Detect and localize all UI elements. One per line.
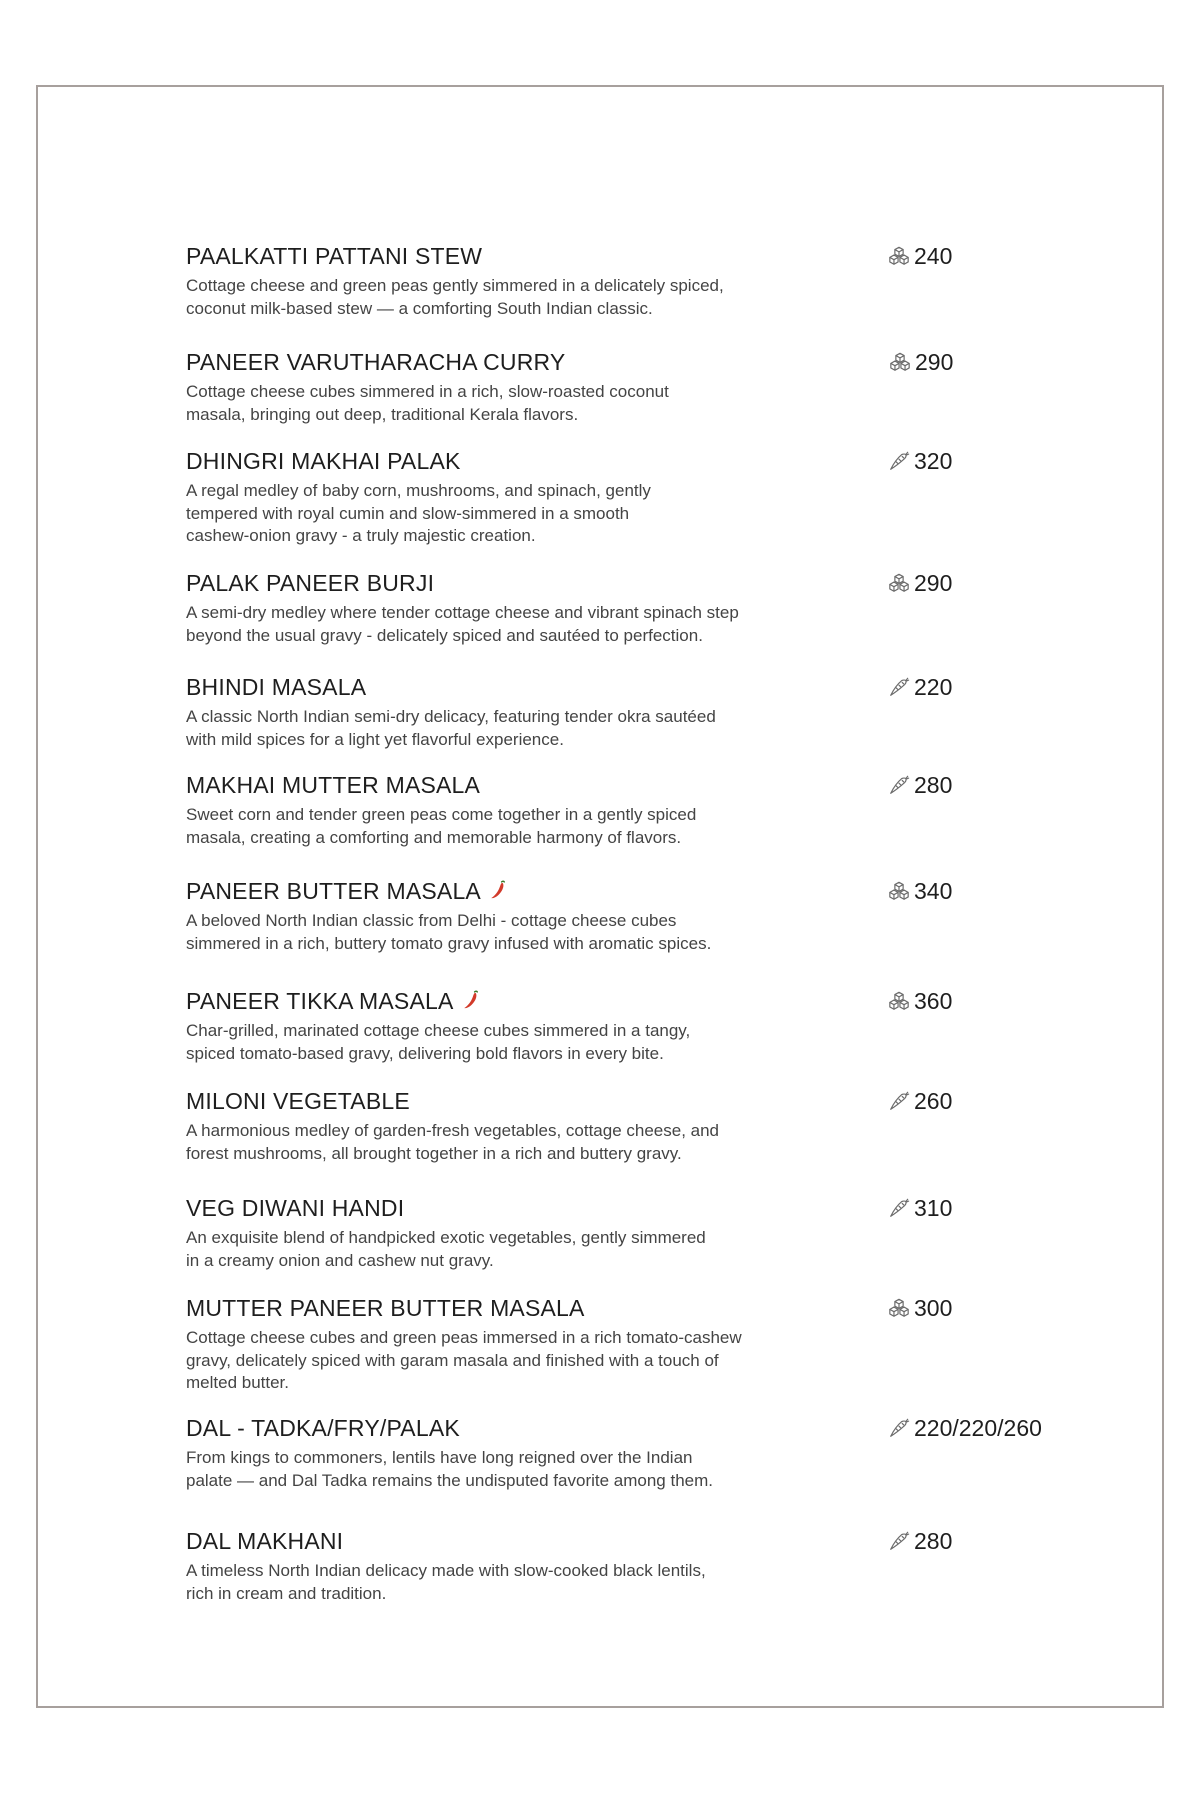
menu-item-description xyxy=(186,1120,866,1165)
menu-item-price-group xyxy=(888,672,952,702)
menu-item xyxy=(186,672,1066,751)
menu-item-name: MILONI VEGETABLE xyxy=(186,1088,410,1114)
paneer-cubes-icon xyxy=(888,572,910,594)
menu-item-name: DAL - TADKA/FRY/PALAK xyxy=(186,1415,460,1441)
menu-item-price-group xyxy=(888,241,952,271)
menu-item-description xyxy=(186,381,866,426)
menu-item-price-group xyxy=(888,1526,952,1556)
menu-item-price: 280 xyxy=(914,1528,953,1554)
menu-item xyxy=(186,347,1066,426)
description-line: A semi-dry medley where tender cottage cheese and vibrant spinach step xyxy=(186,603,739,622)
menu-item xyxy=(186,1526,1066,1605)
menu-item-price-group xyxy=(888,1293,952,1323)
menu-item-header xyxy=(186,1193,1066,1223)
menu-item-price: 260 xyxy=(914,1088,953,1114)
description-line: tempered with royal cumin and slow-simmered in a smooth xyxy=(186,503,630,523)
description-line: A harmonious medley of garden-fresh vegetables, cottage cheese, and xyxy=(186,1121,720,1140)
menu-item-name: PAALKATTI PATTANI STEW xyxy=(186,243,483,269)
menu-item-header xyxy=(186,446,1066,476)
menu-item xyxy=(186,1193,1066,1272)
menu-item-name: PALAK PANEER BURJI xyxy=(186,570,435,596)
vegetable-icon xyxy=(888,1417,910,1439)
menu-item-name: PANEER BUTTER MASALA xyxy=(186,878,481,904)
description-line: coconut milk-based stew — a comforting South Indian classic. xyxy=(186,298,653,318)
menu-item-description xyxy=(186,275,866,320)
description-line: Cottage cheese cubes simmered in a rich, slow-roasted coconut xyxy=(186,382,669,401)
menu-item-price-group xyxy=(888,986,952,1016)
chili-icon xyxy=(489,879,507,906)
menu-item-name: PANEER TIKKA MASALA xyxy=(186,988,454,1014)
description-line: beyond the usual gravy - delicately spiced and sautéed to perfection. xyxy=(186,625,703,645)
vegetable-icon xyxy=(888,1530,910,1552)
menu-item-description xyxy=(186,804,866,849)
paneer-cubes-icon xyxy=(888,1297,910,1319)
menu-item xyxy=(186,876,1066,955)
menu-item-price: 240 xyxy=(914,243,953,269)
description-line: Char-grilled, marinated cottage cheese cubes simmered in a tangy, xyxy=(186,1021,691,1040)
menu-item-description xyxy=(186,602,866,647)
menu-item-price: 360 xyxy=(914,988,953,1014)
menu-item-header xyxy=(186,241,1066,271)
menu-item-price-group xyxy=(888,1193,952,1223)
description-line: gravy, delicately spiced with garam masala and finished with a touch of xyxy=(186,1350,719,1370)
description-line: A timeless North Indian delicacy made with slow-cooked black lentils, xyxy=(186,1561,706,1580)
description-line: palate — and Dal Tadka remains the undisputed favorite among them. xyxy=(186,1470,713,1490)
menu-item-description xyxy=(186,706,866,751)
paneer-cubes-icon xyxy=(888,990,910,1012)
description-line: rich in cream and tradition. xyxy=(186,1583,387,1603)
vegetable-icon xyxy=(888,1090,910,1112)
menu-item-name: VEG DIWANI HANDI xyxy=(186,1195,405,1221)
menu-item-price: 220/220/260 xyxy=(914,1415,1042,1441)
description-line: From kings to commoners, lentils have long reigned over the Indian xyxy=(186,1448,693,1467)
paneer-cubes-icon xyxy=(889,351,911,373)
menu-item-price: 340 xyxy=(914,878,953,904)
menu-item-header xyxy=(186,1526,1066,1556)
menu-item-description xyxy=(186,480,866,548)
menu-item-description xyxy=(186,1447,866,1492)
description-line: melted butter. xyxy=(186,1373,290,1392)
description-line: masala, bringing out deep, traditional Kerala flavors. xyxy=(186,404,579,424)
menu-item-price-group xyxy=(888,1086,952,1116)
description-line: masala, creating a comforting and memorable harmony of flavors. xyxy=(186,827,682,847)
description-line: An exquisite blend of handpicked exotic vegetables, gently simmered xyxy=(186,1228,706,1247)
description-line: Sweet corn and tender green peas come together in a gently spiced xyxy=(186,805,697,824)
description-line: forest mushrooms, all brought together in a rich and buttery gravy. xyxy=(186,1143,682,1163)
menu-item xyxy=(186,1086,1066,1165)
menu-item-price: 280 xyxy=(914,772,953,798)
description-line: with mild spices for a light yet flavorful experience. xyxy=(186,729,564,749)
menu-item-price-group xyxy=(888,568,952,598)
description-line: in a creamy onion and cashew nut gravy. xyxy=(186,1250,494,1270)
menu-item-price-group xyxy=(888,1413,1042,1443)
menu-item-description xyxy=(186,1327,866,1395)
vegetable-icon xyxy=(888,450,910,472)
menu-item-header xyxy=(186,1413,1066,1443)
description-line: Cottage cheese and green peas gently simmered in a delicately spiced, xyxy=(186,276,724,295)
menu-item-header xyxy=(186,876,1066,906)
menu-item-name: BHINDI MASALA xyxy=(186,674,367,700)
menu-item-description xyxy=(186,1227,866,1272)
menu-item-price-group xyxy=(889,347,953,377)
menu-item-header xyxy=(186,347,1066,377)
menu-item-header xyxy=(186,1293,1066,1323)
menu-item-name: DAL MAKHANI xyxy=(186,1528,344,1554)
chili-icon xyxy=(462,989,480,1016)
vegetable-icon xyxy=(888,1197,910,1219)
menu-item-header xyxy=(186,770,1066,800)
description-line: A regal medley of baby corn, mushrooms, and spinach, gently xyxy=(186,481,651,500)
menu-item-price-group xyxy=(888,770,952,800)
menu-item xyxy=(186,241,1066,320)
menu-item-price-group xyxy=(888,446,952,476)
description-line: Cottage cheese cubes and green peas immersed in a rich tomato-cashew xyxy=(186,1328,742,1347)
menu-item xyxy=(186,568,1066,647)
vegetable-icon xyxy=(888,774,910,796)
menu-item-description xyxy=(186,910,866,955)
description-line: A beloved North Indian classic from Delhi - cottage cheese cubes xyxy=(186,911,677,930)
menu-item xyxy=(186,986,1066,1065)
menu-item-price: 220 xyxy=(914,674,953,700)
description-line: cashew-onion gravy - a truly majestic creation. xyxy=(186,526,536,545)
description-line: spiced tomato-based gravy, delivering bold flavors in every bite. xyxy=(186,1043,664,1063)
menu-item-header xyxy=(186,568,1066,598)
menu-item xyxy=(186,1293,1066,1395)
menu-item-description xyxy=(186,1560,866,1605)
menu-item-price: 290 xyxy=(914,570,953,596)
menu-item-price: 310 xyxy=(914,1195,953,1221)
menu-item-name: PANEER VARUTHARACHA CURRY xyxy=(186,349,566,375)
paneer-cubes-icon xyxy=(888,880,910,902)
menu-item xyxy=(186,770,1066,849)
menu-item xyxy=(186,446,1066,548)
menu-item-price: 320 xyxy=(914,448,953,474)
vegetable-icon xyxy=(888,676,910,698)
description-line: simmered in a rich, buttery tomato gravy infused with aromatic spices. xyxy=(186,933,712,953)
description-line: A classic North Indian semi-dry delicacy, featuring tender okra sautéed xyxy=(186,707,716,726)
menu-item-header xyxy=(186,1086,1066,1116)
menu-item-name: MAKHAI MUTTER MASALA xyxy=(186,772,481,798)
menu-item xyxy=(186,1413,1066,1492)
menu-item-price-group xyxy=(888,876,952,906)
menu-item-name: DHINGRI MAKHAI PALAK xyxy=(186,448,461,474)
paneer-cubes-icon xyxy=(888,245,910,267)
menu-item-description xyxy=(186,1020,866,1065)
menu-item-header xyxy=(186,986,1066,1016)
menu-item-price: 290 xyxy=(915,349,954,375)
menu-item-name: MUTTER PANEER BUTTER MASALA xyxy=(186,1295,585,1321)
menu-item-price: 300 xyxy=(914,1295,953,1321)
menu-item-header xyxy=(186,672,1066,702)
